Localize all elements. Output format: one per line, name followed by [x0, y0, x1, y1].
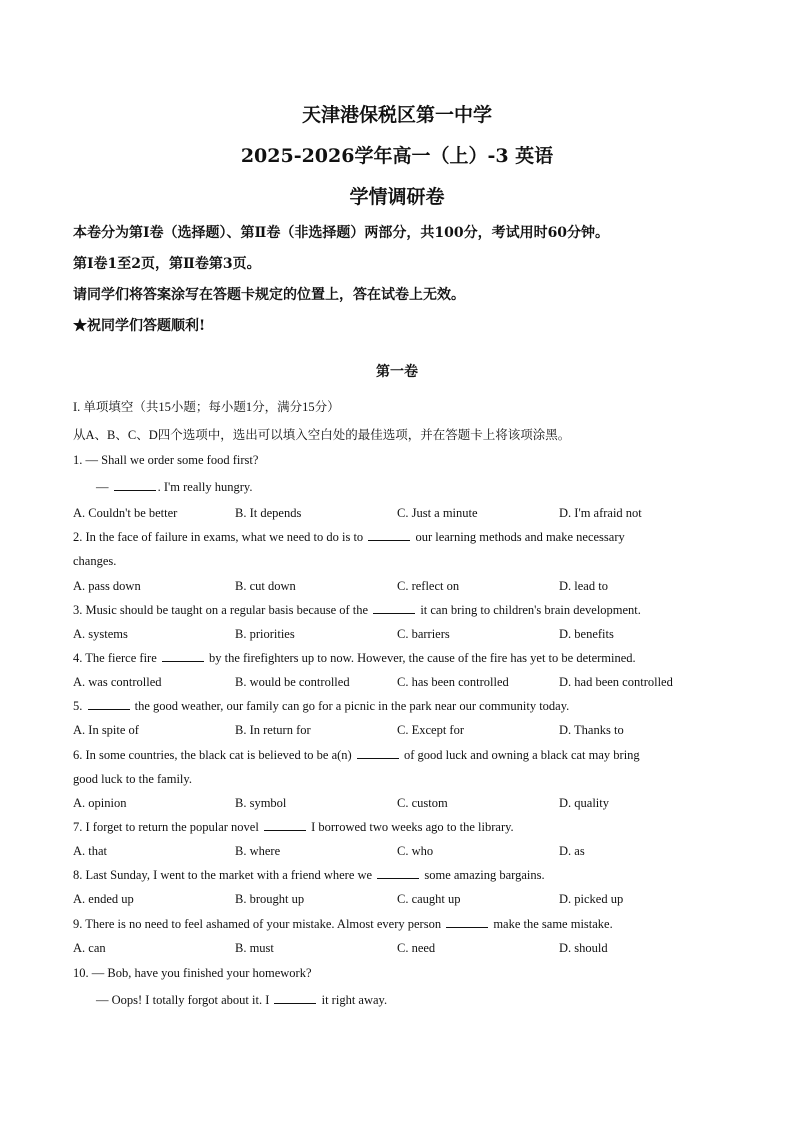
answer-blank: [373, 603, 415, 614]
question-1-response: — . I'm really hungry.: [96, 480, 253, 494]
question-1-option-c: C. Just a minute: [397, 506, 478, 520]
question-7-option-d: D. as: [559, 844, 585, 858]
answer-blank: [377, 868, 419, 879]
answer-blank: [264, 820, 306, 831]
exam-note-2: 第Ⅰ卷1至2页，第Ⅱ卷第3页。: [73, 256, 261, 272]
question-3-option-b: B. priorities: [235, 627, 295, 641]
question-2-stem-cont: changes.: [73, 554, 117, 568]
question-4-option-d: D. had been controlled: [559, 675, 673, 689]
answer-blank: [162, 651, 204, 662]
question-9-option-d: D. should: [559, 941, 608, 955]
question-1-stem: 1. — Shall we order some food first?: [73, 453, 259, 467]
question-8-option-a: A. ended up: [73, 892, 134, 906]
question-8-option-c: C. caught up: [397, 892, 461, 906]
question-10-stem: 10. — Bob, have you finished your homework?: [73, 966, 312, 980]
question-8-stem: 8. Last Sunday, I went to the market with a friend where we some amazing bargains.: [73, 868, 545, 882]
question-7-option-c: C. who: [397, 844, 434, 858]
section-title: 第一卷: [376, 364, 418, 380]
question-9-option-c: C. need: [397, 941, 436, 955]
exam-subtitle: 学情调研卷: [349, 186, 445, 208]
question-3-option-d: D. benefits: [559, 627, 614, 641]
part-heading: I. 单项填空（共15小题；每小题1分，满分15分）: [73, 400, 340, 414]
question-9-option-b: B. must: [235, 941, 274, 955]
question-8-option-b: B. brought up: [235, 892, 305, 906]
question-9-option-a: A. can: [73, 941, 106, 955]
question-1-option-a: A. Couldn't be better: [73, 506, 178, 520]
question-3-option-c: C. barriers: [397, 627, 450, 641]
question-4-option-c: C. has been controlled: [397, 675, 509, 689]
question-5-option-c: C. Except for: [397, 723, 464, 737]
question-1-option-d: D. I'm afraid not: [559, 506, 642, 520]
question-10-response: — Oops! I totally forgot about it. I it right away.: [96, 993, 388, 1007]
question-2-option-a: A. pass down: [73, 579, 141, 593]
question-6-stem-cont: good luck to the family.: [73, 772, 192, 786]
answer-blank: [114, 480, 156, 491]
question-6-stem: 6. In some countries, the black cat is believed to be a(n) of good luck and owning a black cat may bring: [73, 748, 640, 762]
answer-blank: [357, 748, 399, 759]
question-7-option-a: A. that: [73, 844, 108, 858]
question-3-option-a: A. systems: [73, 627, 128, 641]
school-name: 天津港保税区第一中学: [301, 104, 492, 126]
question-2-option-d: D. lead to: [559, 579, 608, 593]
part-instruction: 从A、B、C、D四个选项中，选出可以填入空白处的最佳选项，并在答题卡上将该项涂黑。: [73, 428, 571, 442]
exam-note-4: ★祝同学们答题顺利!: [73, 318, 206, 334]
question-6-option-d: D. quality: [559, 796, 609, 810]
exam-title: 2025-2026学年高一（上）-3 英语: [240, 145, 554, 167]
question-2-option-c: C. reflect on: [397, 579, 460, 593]
question-5-option-b: B. In return for: [235, 723, 311, 737]
answer-blank: [88, 699, 130, 710]
question-7-option-b: B. where: [235, 844, 281, 858]
question-6-option-c: C. custom: [397, 796, 448, 810]
question-3-stem: 3. Music should be taught on a regular basis because of the it can bring to children's brain development.: [73, 603, 641, 617]
question-4-stem: 4. The fierce fire by the firefighters up to now. However, the cause of the fire has yet to be determined.: [73, 651, 636, 665]
exam-note-3: 请同学们将答案涂写在答题卡规定的位置上，答在试卷上无效。: [73, 287, 465, 303]
question-2-option-b: B. cut down: [235, 579, 296, 593]
question-4-option-b: B. would be controlled: [235, 675, 350, 689]
question-6-option-b: B. symbol: [235, 796, 287, 810]
question-5-stem: 5. the good weather, our family can go for a picnic in the park near our community today.: [73, 699, 570, 713]
answer-blank: [274, 993, 316, 1004]
answer-blank: [368, 530, 410, 541]
exam-note-1: 本卷分为第Ⅰ卷（选择题）、第Ⅱ卷（非选择题）两部分，共100分，考试用时60分钟。: [73, 225, 610, 241]
question-9-stem: 9. There is no need to feel ashamed of your mistake. Almost every person make the same mistake.: [73, 917, 613, 931]
question-2-stem: 2. In the face of failure in exams, what we need to do is to our learning methods and make necessary: [73, 530, 625, 544]
question-5-option-a: A. In spite of: [73, 723, 139, 737]
question-5-option-d: D. Thanks to: [559, 723, 624, 737]
answer-blank: [446, 917, 488, 928]
question-1-option-b: B. It depends: [235, 506, 302, 520]
question-8-option-d: D. picked up: [559, 892, 624, 906]
question-7-stem: 7. I forget to return the popular novel I borrowed two weeks ago to the library.: [73, 820, 514, 834]
question-6-option-a: A. opinion: [73, 796, 127, 810]
question-4-option-a: A. was controlled: [73, 675, 162, 689]
